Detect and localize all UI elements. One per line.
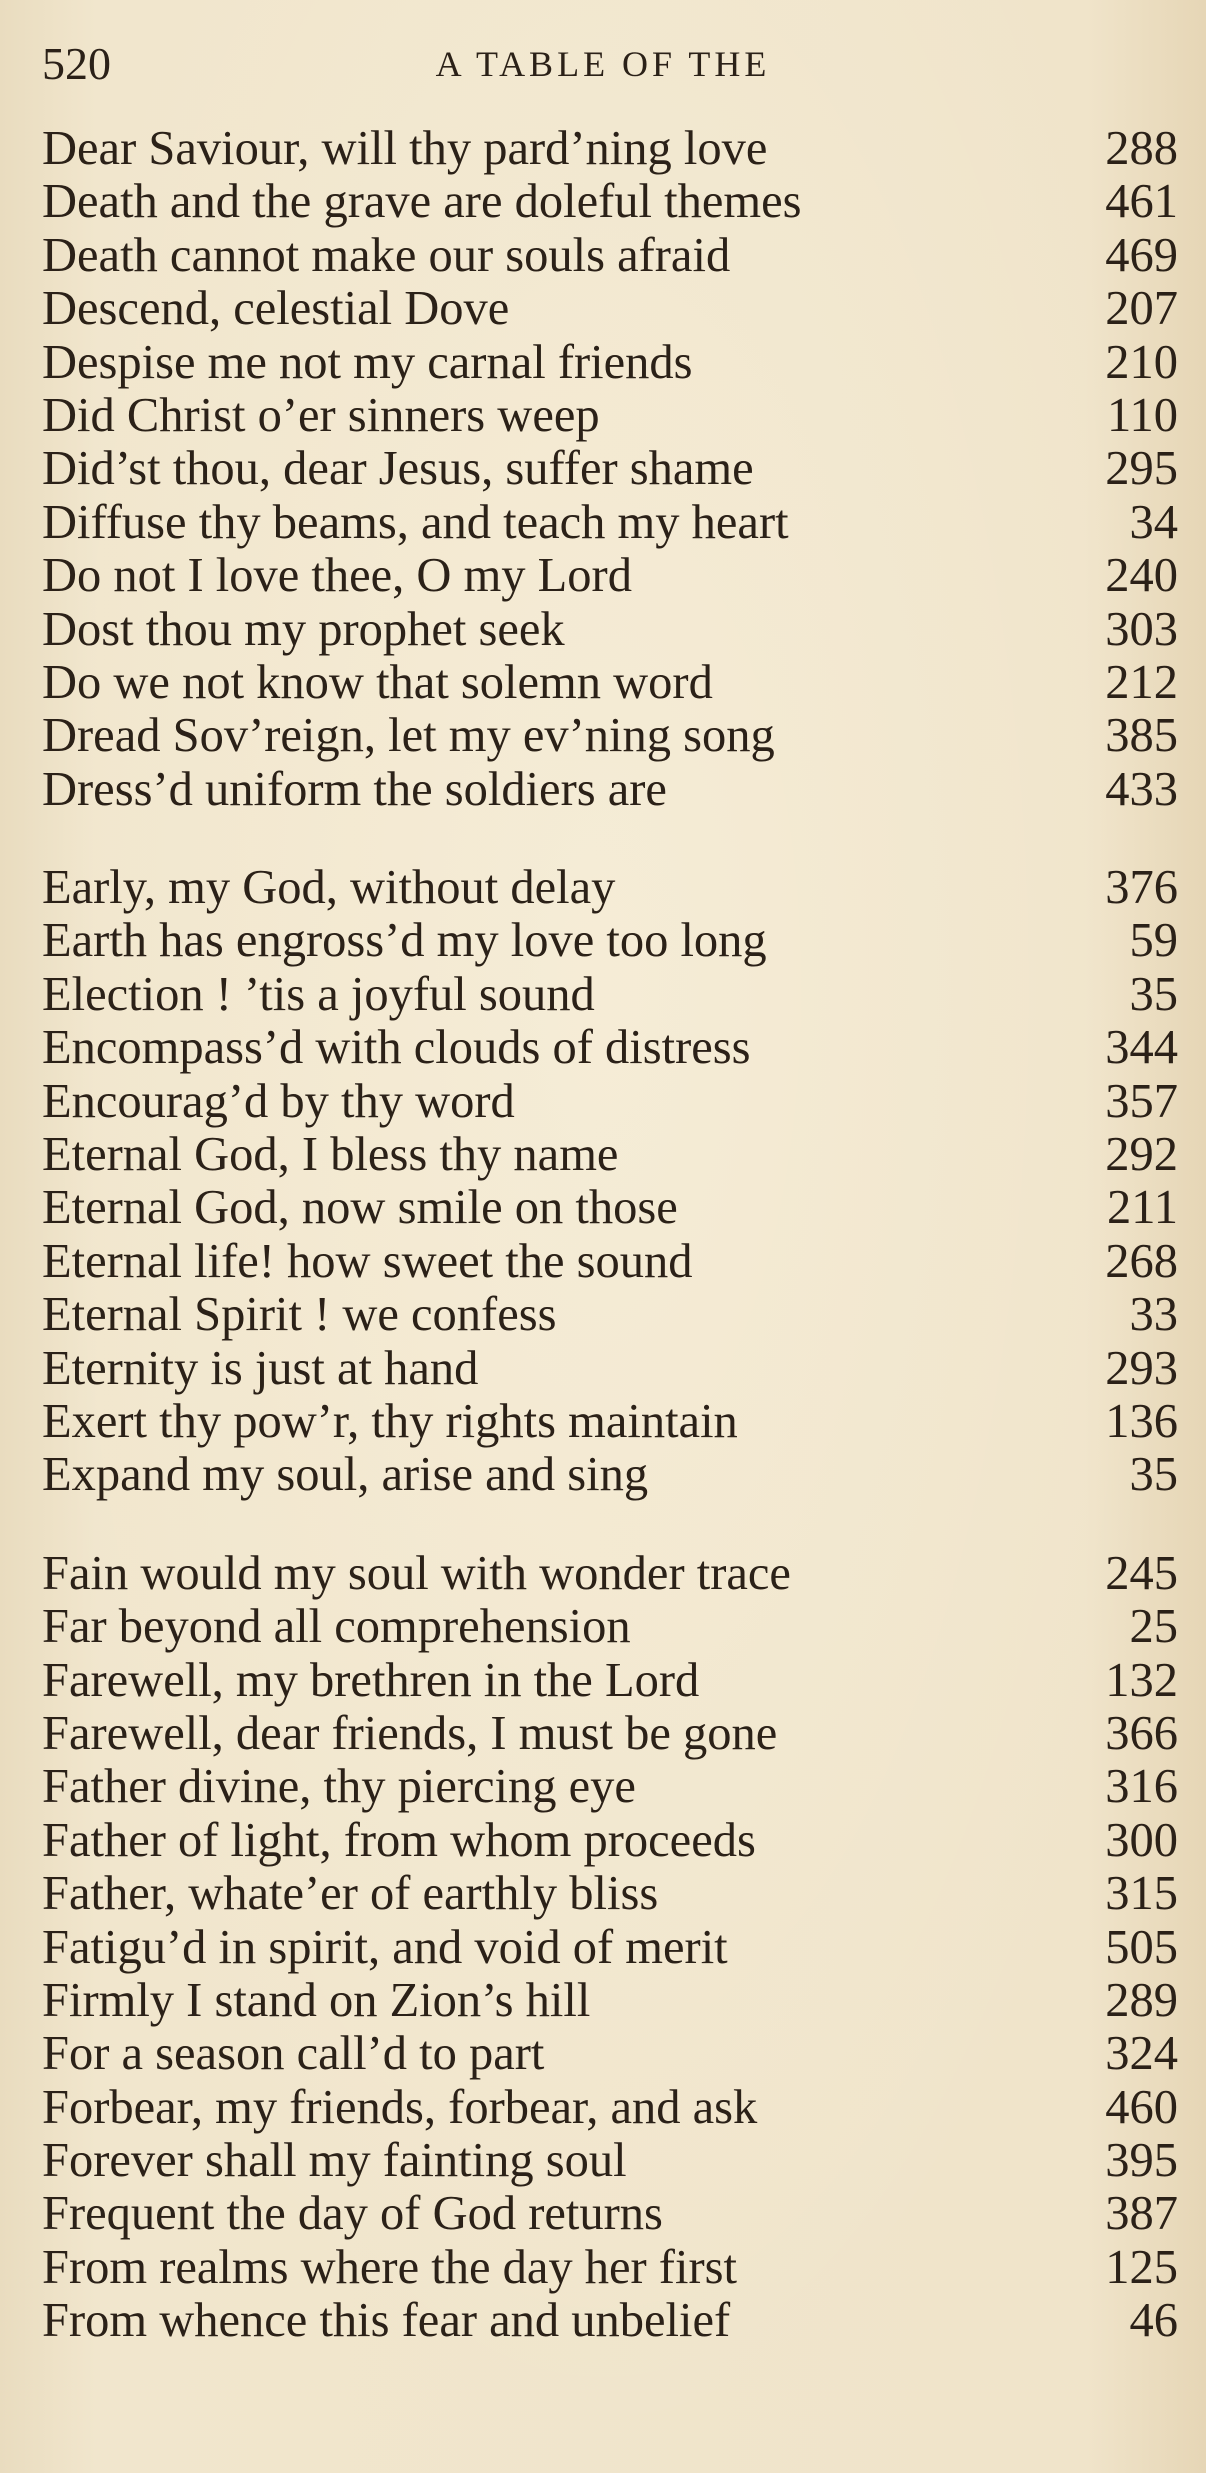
hymn-first-line: Father of light, from whom proceeds [42, 1813, 756, 1867]
index-entry [42, 122, 1178, 175]
index-entry [42, 1814, 1178, 1867]
index-entry [42, 1075, 1178, 1128]
hymn-first-line: Fain would my soul with wonder trace [42, 1546, 791, 1600]
hymn-number: 303 [1105, 602, 1178, 656]
index-entry [42, 2187, 1178, 2240]
hymn-first-line: Descend, celestial Dove [42, 282, 510, 336]
hymn-first-line: Do not I love thee, O my Lord [42, 549, 632, 603]
hymn-first-line: Did Christ o’er sinners weep [42, 388, 600, 442]
hymn-number: 59 [1129, 914, 1178, 968]
index-entry [42, 175, 1178, 228]
hymn-first-line: Firmly I stand on Zion’s hill [42, 1973, 591, 2027]
index-entry [42, 1448, 1178, 1501]
hymn-first-line: Dress’d uniform the soldiers are [42, 762, 667, 816]
hymn-number: 240 [1105, 549, 1178, 603]
hymn-number: 268 [1105, 1234, 1178, 1288]
index-entry [42, 763, 1178, 816]
index-entry [42, 1181, 1178, 1234]
hymn-first-line: Eternal Spirit ! we confess [42, 1288, 557, 1342]
index-entry [42, 656, 1178, 709]
index-entry [42, 282, 1178, 335]
index-entry [42, 2241, 1178, 2294]
hymn-number: 461 [1105, 175, 1178, 229]
hymn-first-line: Eternity is just at hand [42, 1341, 479, 1395]
hymn-number: 469 [1105, 228, 1178, 282]
page-number: 520 [42, 38, 111, 89]
hymn-first-line: Eternal God, I bless thy name [42, 1128, 619, 1182]
hymn-number: 210 [1105, 335, 1178, 389]
hymn-first-line: Diffuse thy beams, and teach my heart [42, 495, 789, 549]
hymn-index [42, 122, 1178, 2393]
hymn-first-line: Dread Sov’reign, let my ev’ning song [42, 709, 775, 763]
hymn-first-line: Dear Saviour, will thy pard’ning love [42, 122, 768, 175]
hymn-first-line: Father divine, thy piercing eye [42, 1760, 636, 1814]
hymn-number: 433 [1105, 762, 1178, 816]
index-entry [42, 2294, 1178, 2347]
hymn-first-line: Did’st thou, dear Jesus, suffer shame [42, 442, 754, 496]
index-entry [42, 914, 1178, 967]
index-entry [42, 1921, 1178, 1974]
hymn-number: 315 [1105, 1867, 1178, 1921]
hymn-first-line: Dost thou my prophet seek [42, 602, 565, 656]
index-entry [42, 389, 1178, 442]
index-entry [42, 1867, 1178, 1920]
hymn-first-line: Forbear, my friends, forbear, and ask [42, 2080, 758, 2134]
index-section-f [42, 1547, 1178, 2348]
index-entry [42, 1128, 1178, 1181]
hymn-first-line: Death cannot make our souls afraid [42, 228, 731, 282]
hymn-number: 207 [1105, 282, 1178, 336]
index-entry [42, 968, 1178, 1021]
index-entry [42, 1707, 1178, 1760]
hymn-number: 110 [1107, 388, 1178, 442]
index-entry [42, 549, 1178, 602]
hymn-number: 211 [1107, 1181, 1178, 1235]
hymn-number: 136 [1105, 1394, 1178, 1448]
hymn-number: 395 [1105, 2134, 1178, 2188]
index-entry [42, 1021, 1178, 1074]
index-entry [42, 1288, 1178, 1341]
hymn-number: 505 [1105, 1920, 1178, 1974]
index-entry [42, 861, 1178, 914]
index-entry [42, 1654, 1178, 1707]
page-header [42, 34, 1164, 94]
hymn-first-line: Despise me not my carnal friends [42, 335, 693, 389]
index-entry [42, 1547, 1178, 1600]
hymn-number: 132 [1105, 1653, 1178, 1707]
hymn-number: 292 [1105, 1128, 1178, 1182]
hymn-first-line: Early, my God, without delay [42, 861, 616, 915]
index-entry [42, 2027, 1178, 2080]
index-entry [42, 1760, 1178, 1813]
hymn-number: 300 [1105, 1813, 1178, 1867]
hymn-first-line: Eternal life! how sweet the sound [42, 1234, 693, 1288]
hymn-first-line: Expand my soul, arise and sing [42, 1448, 649, 1502]
index-entry [42, 336, 1178, 389]
index-section-d [42, 122, 1178, 816]
hymn-number: 316 [1105, 1760, 1178, 1814]
index-entry [42, 603, 1178, 656]
hymn-number: 344 [1105, 1021, 1178, 1075]
hymn-first-line: Forever shall my fainting soul [42, 2134, 627, 2188]
hymn-number: 357 [1105, 1074, 1178, 1128]
hymn-number: 35 [1129, 1448, 1178, 1502]
hymn-first-line: Exert thy pow’r, thy rights maintain [42, 1394, 738, 1448]
hymn-number: 376 [1105, 861, 1178, 915]
index-entry [42, 1395, 1178, 1448]
hymn-first-line: From whence this fear and unbelief [42, 2294, 731, 2348]
hymn-first-line: Far beyond all comprehension [42, 1600, 631, 1654]
hymn-number: 212 [1105, 655, 1178, 709]
index-entry [42, 709, 1178, 762]
hymn-first-line: Father, whate’er of earthly bliss [42, 1867, 659, 1921]
hymn-number: 33 [1129, 1288, 1178, 1342]
hymn-number: 245 [1105, 1546, 1178, 1600]
hymn-number: 324 [1105, 2027, 1178, 2081]
index-entry [42, 496, 1178, 549]
index-entry [42, 1974, 1178, 2027]
hymn-number: 366 [1105, 1706, 1178, 1760]
hymn-first-line: Earth has engross’d my love too long [42, 914, 767, 968]
hymn-first-line: Death and the grave are doleful themes [42, 175, 802, 229]
hymn-first-line: Farewell, dear friends, I must be gone [42, 1706, 778, 1760]
hymn-number: 34 [1129, 495, 1178, 549]
hymn-first-line: Frequent the day of God returns [42, 2187, 663, 2241]
index-entry [42, 1600, 1178, 1653]
index-entry [42, 2081, 1178, 2134]
hymn-number: 385 [1105, 709, 1178, 763]
index-entry [42, 229, 1178, 282]
index-entry [42, 2134, 1178, 2187]
hymn-first-line: From realms where the day her first [42, 2240, 737, 2294]
hymn-first-line: Encompass’d with clouds of distress [42, 1021, 751, 1075]
hymn-first-line: Election ! ’tis a joyful sound [42, 967, 595, 1021]
hymn-number: 46 [1129, 2294, 1178, 2348]
hymn-first-line: Encourag’d by thy word [42, 1074, 515, 1128]
hymn-number: 35 [1129, 967, 1178, 1021]
hymn-number: 460 [1105, 2080, 1178, 2134]
index-entry [42, 1342, 1178, 1395]
hymn-number: 25 [1129, 1600, 1178, 1654]
hymn-number: 125 [1105, 2240, 1178, 2294]
hymn-first-line: Do we not know that solemn word [42, 655, 713, 709]
hymn-first-line: For a season call’d to part [42, 2027, 545, 2081]
hymn-first-line: Eternal God, now smile on those [42, 1181, 678, 1235]
hymn-first-line: Farewell, my brethren in the Lord [42, 1653, 700, 1707]
hymn-first-line: Fatigu’d in spirit, and void of merit [42, 1920, 728, 1974]
hymn-number: 288 [1105, 122, 1178, 175]
running-title: A TABLE OF THE [435, 44, 771, 84]
hymn-number: 293 [1105, 1341, 1178, 1395]
index-section-e [42, 861, 1178, 1502]
index-entry [42, 1235, 1178, 1288]
hymn-number: 387 [1105, 2187, 1178, 2241]
hymn-number: 289 [1105, 1973, 1178, 2027]
hymn-number: 295 [1105, 442, 1178, 496]
index-entry [42, 442, 1178, 495]
